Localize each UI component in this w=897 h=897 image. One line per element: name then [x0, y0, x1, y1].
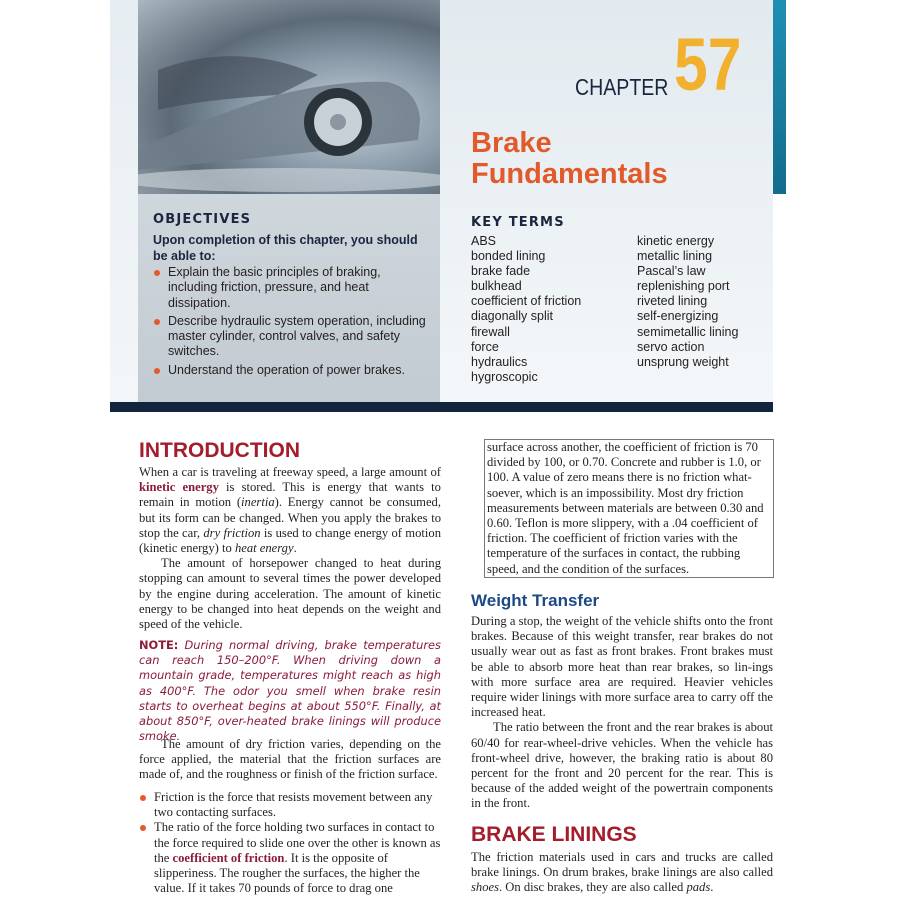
weight-transfer-heading: Weight Transfer: [471, 591, 600, 610]
key-term: Pascal’s law: [637, 264, 706, 279]
key-terms-column-2: [637, 234, 738, 370]
introduction-paragraph: [139, 465, 441, 632]
bullet-icon: [154, 270, 160, 276]
key-term: riveted lining: [637, 294, 708, 309]
key-term: servo action: [637, 339, 705, 354]
bullet-icon: [140, 795, 146, 801]
list-item: [153, 314, 433, 360]
key-term: unsprung weight: [637, 354, 729, 369]
emphasis: dry friction: [203, 525, 261, 540]
text: is used to change energy of motion (kinetic energy) to: [139, 525, 441, 556]
emphasis: pads: [686, 880, 711, 895]
text: When a car is traveling at freeway speed, a large amount of: [139, 465, 441, 479]
note-text: During normal driving, brake temperatures can reach 150–200°F. When driving down a mountain grade, temperatures might reach as high as 400°F. The odor you smell when brake resin starts to overheat begins at about 550°F. Finally, at about 850°F, over-heated brake linings will produce smoke.: [139, 638, 441, 744]
key-term: kinetic energy: [637, 234, 715, 248]
key-term: semimetallic lining: [637, 324, 739, 339]
item-text: Friction is the force that resists movement between any two contacting surfaces.: [154, 790, 433, 820]
chapter-label: CHAPTER: [575, 74, 669, 100]
emphasis: heat energy: [234, 541, 294, 556]
car-illustration: [138, 0, 440, 194]
text: . On disc brakes, they are also called: [499, 880, 687, 895]
paragraph: The ratio between the front and the rear brakes is about 60/40 for rear-wheel-drive vehicles. When the vehicle has front-wheel drive, however, the braking ratio is about 80 percent for the front and 20 percent for the rear. This is because of the added weight of the powertrain components in the front.: [471, 720, 773, 811]
text: ). Energy cannot be consumed, but its form can be changed. When you apply the brakes to stop the car,: [139, 495, 441, 540]
chapter-number: 57: [674, 23, 742, 106]
introduction-paragraph: The amount of dry friction varies, depending on the force applied, the material that the friction surfaces are made of, and the roughness or finish of the friction surface.: [139, 737, 441, 782]
emphasis: shoes: [471, 880, 499, 895]
key-term: brake fade: [471, 264, 531, 279]
objectives-heading: OBJECTIVES: [153, 212, 252, 227]
key-term: hygroscopic: [471, 369, 538, 384]
key-term: replenishing port: [637, 279, 730, 294]
note-box: [139, 638, 441, 744]
keyword: kinetic energy: [139, 480, 219, 495]
note-label: NOTE:: [139, 638, 179, 652]
title-line: Fundamentals: [471, 158, 668, 190]
text: The amount of horsepower changed to heat during stopping can amount to several times the power developed by the engine during acceleration. The amount of kinetic energy to be changed into heat depends on the weight and speed of the vehicle.: [139, 556, 441, 632]
bullet-icon: [154, 319, 160, 325]
bullet-icon: [154, 368, 160, 374]
chapter-title: [471, 128, 668, 190]
key-term: coefficient of friction: [471, 294, 582, 309]
list-item: [139, 820, 441, 896]
item-text: Describe hydraulic system operation, including master cylinder, control valves, and safety switches.: [168, 313, 426, 359]
key-term: diagonally split: [471, 309, 553, 324]
key-term: bulkhead: [471, 279, 522, 294]
text: is stored. This is energy that wants to remain in motion (: [139, 480, 441, 510]
title-line: Brake: [471, 127, 552, 159]
brake-linings-heading: BRAKE LININGS: [471, 823, 637, 846]
key-term: metallic lining: [637, 249, 713, 264]
item-text: Understand the operation of power brakes.: [168, 362, 405, 377]
keyword: coefficient of friction: [172, 850, 285, 865]
key-terms-heading: KEY TERMS: [471, 215, 565, 230]
key-term: bonded lining: [471, 249, 546, 264]
item-text: Explain the basic principles of braking, including friction, pressure, and heat dissipation.: [168, 265, 381, 310]
text: The friction materials used in cars and trucks are called brake linings. On drum brakes, brake linings are also called: [471, 850, 773, 880]
weight-transfer-text: [471, 614, 773, 812]
key-term: ABS: [471, 234, 497, 248]
paragraph: During a stop, the weight of the vehicle shifts onto the front brakes. Because of this weight transfer, rear brakes do not usually wear out as fast as front brakes. Front brakes must be able to absorb more heat than rear brakes, so lin-ings with more surface area are required. Heavier vehicles require wider linings with more surface area to carry off the increased heat.: [471, 614, 773, 720]
page-margin: [110, 0, 138, 402]
friction-list: [139, 790, 441, 896]
bullet-icon: [140, 825, 146, 831]
list-item: [139, 790, 441, 820]
car-photo: [138, 0, 440, 194]
list-item: [153, 363, 433, 378]
divider-bar: [110, 402, 773, 412]
key-terms-column-1: [471, 234, 581, 385]
text: .: [293, 541, 297, 556]
brake-linings-paragraph: [471, 850, 773, 896]
key-term: force: [471, 339, 499, 354]
objectives-intro: Upon completion of this chapter, you should be able to:: [153, 233, 418, 263]
key-term: firewall: [471, 324, 510, 339]
key-term: hydraulics: [471, 354, 528, 369]
item-text: The ratio of the force holding two surfaces in contact to the force required to slide one over the other is known as the: [154, 820, 441, 865]
text: .: [710, 880, 714, 895]
list-item: [153, 265, 433, 311]
introduction-heading: INTRODUCTION: [139, 439, 300, 462]
decorative-strip: [773, 0, 786, 194]
emphasis: inertia: [241, 495, 275, 510]
item-text: . It is the opposite of slipperiness. The rougher the surfaces, the higher the value. If it takes 70 pounds of force to drag one: [154, 850, 420, 896]
key-term: self-energizing: [637, 309, 719, 324]
objectives-list: [153, 265, 433, 381]
continued-text-box: surface across another, the coefficient of friction is 70 divided by 100, or 0.70. Concrete and rubber is 1.0, or 100. A value of zero means there is no friction what-soever, which is an impossibility. Most dry friction measurements between materials are between 0.30 and 0.60. Teflon is more slippery, with a .04 coefficient of friction. The coefficient of friction varies with the temperature of the surfaces in contact, the rubbing speed, and the condition of the surfaces.: [484, 439, 774, 578]
